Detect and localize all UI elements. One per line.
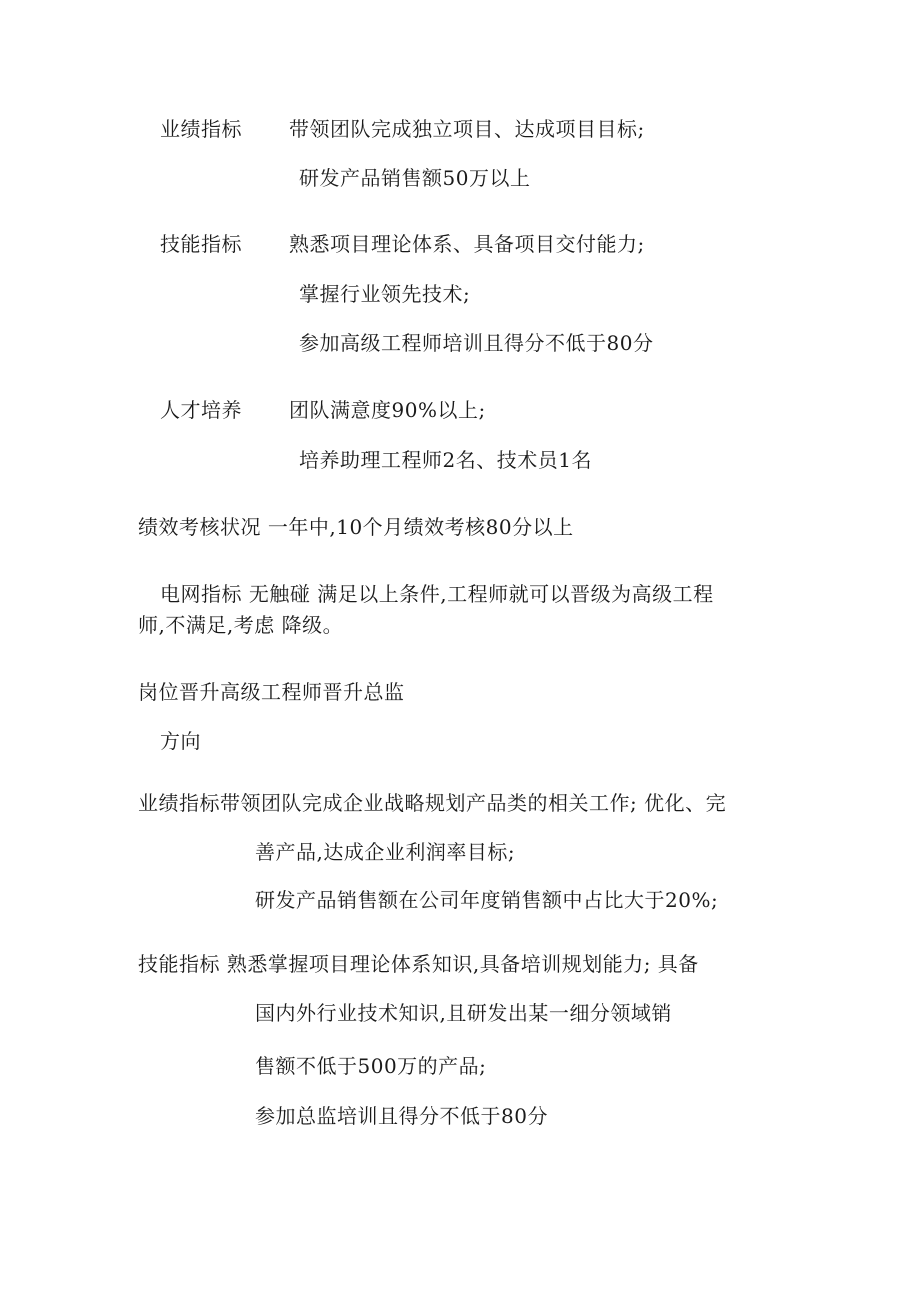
director-performance-line-1: 业绩指标带领团队完成企业战略规划产品类的相关工作; 优化、完: [138, 791, 727, 815]
grid-indicator-line-2: 师,不满足,考虑 降级。: [138, 613, 344, 637]
director-skill-line-1: 技能指标 熟悉掌握项目理论体系知识,具备培训规划能力; 具备: [138, 952, 699, 976]
performance-line-1: 带领团队完成独立项目、达成项目目标;: [289, 117, 645, 141]
talent-line-1: 团队满意度90%以上;: [289, 398, 486, 422]
skill-line-1: 熟悉项目理论体系、具备项目交付能力;: [289, 232, 645, 256]
performance-label: 业绩指标: [160, 117, 242, 141]
talent-label: 人才培养: [160, 398, 242, 422]
director-performance-line-3: 研发产品销售额在公司年度销售额中占比大于20%;: [255, 888, 719, 912]
director-skill-line-2: 国内外行业技术知识,且研发出某一细分领域销: [255, 1001, 672, 1025]
skill-line-3: 参加高级工程师培训且得分不低于80分: [299, 331, 654, 355]
grid-indicator-line-1: 电网指标 无触碰 满足以上条件,工程师就可以晋级为高级工程: [160, 582, 714, 606]
assessment-status: 绩效考核状况 一年中,10个月绩效考核80分以上: [138, 515, 574, 539]
talent-line-2: 培养助理工程师2名、技术员1名: [299, 448, 592, 472]
director-performance-line-2: 善产品,达成企业利润率目标;: [255, 840, 516, 864]
skill-line-2: 掌握行业领先技术;: [299, 282, 471, 306]
promotion-direction: 方向: [160, 729, 201, 753]
promotion-heading: 岗位晋升高级工程师晋升总监: [138, 680, 405, 704]
director-skill-line-4: 参加总监培训且得分不低于80分: [255, 1104, 548, 1128]
performance-line-2: 研发产品销售额50万以上: [299, 166, 531, 190]
skill-label: 技能指标: [160, 232, 242, 256]
director-skill-line-3: 售额不低于500万的产品;: [255, 1054, 487, 1078]
